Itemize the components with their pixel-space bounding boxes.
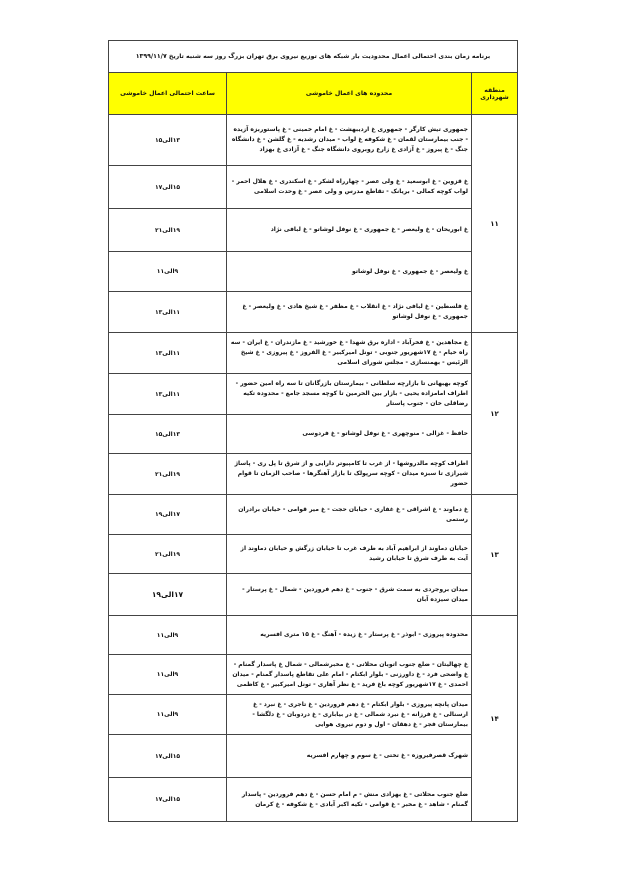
area-cell: جمهوری تیش کارگر - جمهوری غ اردیبهشت - غ امام خمینی - غ پاستوربزه آزیده - جنب بیمارستان لقمان - غ شکوفه غ لواب - میدان رشدیه - غ گلشن - غ دانشگاه جنگ - غ پیروز - غ آزادی غ زارع روبروی دانشگاه جنگ - غ آزادی غ بهزاد [227,115,472,166]
time-cell: ۱۹الی۲۱ [109,535,227,574]
time-cell: ۱۵الی۱۷ [109,735,227,778]
area-cell: غ قزوین - غ ابوسعید - غ ولی عصر - چهارراه لشکر - غ اسکندری - غ هلال احمر - لواب کوچه کمالی - بریانک - تقاطع مدرس و ولی عصر - غ وحدت اسلامی [227,166,472,209]
area-cell: اطراف کوچه مالدروشها - از غرب تا کامپیوتر دارایی و از شرق تا پل ری - پاساژ شیرازی تا سبزه میدان - کوچه سرپولک تا بازار آهنگرها - صاحب الزمان تا قوام حضور [227,454,472,495]
table-row [109,616,518,655]
time-cell: ۱۵الی۱۷ [109,166,227,209]
header-areas: محدوده های اعمال خاموشی [227,73,472,115]
area-cell: میدان بروجردی به سمت شرق - جنوب - غ دهم فروردین - شمال - غ پرستار - میدان سیزده آبان [227,574,472,616]
title-row [109,41,518,73]
time-cell: ۱۵الی۱۷ [109,778,227,822]
time-cell: ۹الی۱۱ [109,655,227,695]
table-row [109,115,518,166]
area-cell: خیابان دماوند از ابراهیم آباد به طرف غرب تا خیابان زرگش و خیابان دماوند از آیت به طرف شرق تا خیابان رشید [227,535,472,574]
time-cell: ۱۳الی۱۵ [109,415,227,454]
time-cell: ۱۱الی۱۳ [109,333,227,374]
time-cell: ۹الی۱۱ [109,695,227,735]
schedule-table [108,40,518,822]
zone-number: ۱۴ [472,616,518,822]
area-cell: غ ولیعصر - غ جمهوری - غ نوفل لوشاتو [227,252,472,292]
zone-number: ۱۲ [472,333,518,495]
area-cell: غ مجاهدین - غ فخرآباد - اداره برق شهدا - غ خورشید - غ مازندران - غ ایران - سه راه خیام - غ ۱۷شهریور جنوبی - تونل امیرکبیر - غ الفروز - غ پیروزی - غ شیخ الرئیس - بهمنسازی - مجلس شورای اسلامی [227,333,472,374]
time-cell: ۹الی۱۱ [109,252,227,292]
table-row [109,292,518,333]
zone-number: ۱۳ [472,495,518,616]
table-row [109,574,518,616]
header-time: ساعت احتمالی اعمال خاموشی [109,73,227,115]
table-row [109,209,518,252]
area-cell: شهرک قصرفیروزه - غ تختی - غ سوم و چهارم افسریه [227,735,472,778]
table-row [109,166,518,209]
time-cell: ۱۷الی۱۹ [109,495,227,535]
area-cell: ضلع جنوب محلاتی - غ بهزادی منش - م امام حسن - غ دهم فروردین - پاسدار گمنام - شاهد - غ مخبر - غ قوامی - تکیه اکبر آبادی - غ شکوفه - غ کرمان [227,778,472,822]
table-row [109,535,518,574]
area-cell: غ فلسطین - غ لبافی نژاد - غ انقلاب - غ مظفر - غ شیخ هادی - غ ولیعصر - غ جمهوری - غ نوفل لوشاتو [227,292,472,333]
table-row [109,735,518,778]
table-row [109,495,518,535]
table-row [109,454,518,495]
zone-number: ۱۱ [472,115,518,333]
document-title: برنامه زمان بندی احتمالی اعمال محدودیت بار شبکه های توزیع نیروی برق تهران بزرگ روز سه شنبه تاریخ ۱۳۹۹/۱۱/۷ [109,41,518,73]
time-cell: ۹الی۱۱ [109,616,227,655]
table-row [109,374,518,415]
table-row [109,655,518,695]
area-cell: غ ابوریحان - غ ولیعصر - غ جمهوری - غ نوفل لوشاتو - غ لبافی نژاد [227,209,472,252]
table-row [109,778,518,822]
area-cell: کوچه بهبهانی تا بازارچه سلطانی - بیمارستان بازرگانان تا سه راه امین حضور - اطراف امامزاده یحیی - بازار بین الحرمین تا کوچه مسجد جامع - محدوده تکیه رضاقلی خان - جنوب پاستار [227,374,472,415]
area-cell: غ چهالیتان - ضلع جنوب اتوبان محلاتی - غ مخبرشمالی - شمال غ پاسدار گمنام - غ واضحی فرد - غ داورزنی - بلوار ابکتام - امام علی تقاطع پاسدار گمنام - میدان احمدی - غ ۱۷شهریور کوچه باغ فرید - غ نظر آهاری - تونل امیرکبیر - غ کاظمی [227,655,472,695]
header-zone: منطقه شهرداری [472,73,518,115]
time-cell: ۱۹الی۲۱ [109,454,227,495]
table-row [109,415,518,454]
time-cell: ۱۱الی۱۳ [109,292,227,333]
table-row [109,252,518,292]
time-cell: ۱۹الی۲۱ [109,209,227,252]
time-cell: ۱۳الی۱۵ [109,115,227,166]
area-cell: میدان پانچه پیروزی - بلوار ابکتام - غ دهم فروردین - غ تاجری - غ نبرد - غ ارسنالی - غ فرزانه - غ نبرد شمالی - غ در بیاباری - غ دردوبان - غ دلگشا - بیمارستان فجر - غ دهقان - اول و دوم نیروی هوایی [227,695,472,735]
area-cell: حافظ - غزالی - منوچهری - غ نوفل لوشاتو - غ فردوسی [227,415,472,454]
table-row [109,333,518,374]
time-cell: ۱۱الی۱۳ [109,374,227,415]
area-cell: غ دماوند - غ اشراقی - غ غفاری - خیابان حجت - غ میر قوامی - خیابان برادران رستمی [227,495,472,535]
table-row [109,695,518,735]
schedule-table-body [109,41,518,822]
time-cell: ۱۷الی۱۹ [109,574,227,616]
header-row [109,73,518,115]
area-cell: محدوده پیروزی - ابوذر - غ پرستار - غ زیده - آهنگ - غ ۱۵ متری افسریه [227,616,472,655]
